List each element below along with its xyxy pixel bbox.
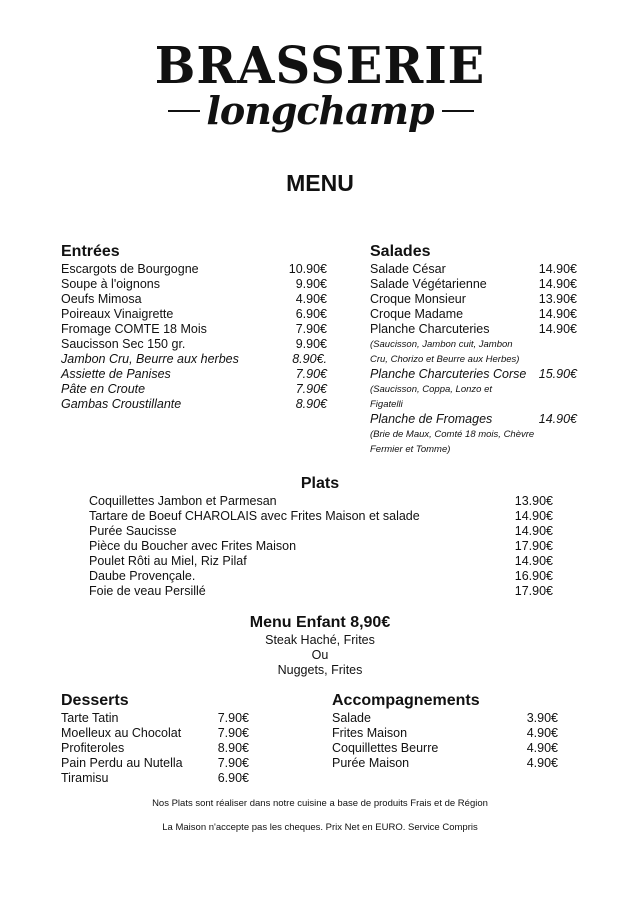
item-price: 9.90€ [295,337,327,351]
menu-item [332,726,558,741]
item-description: Fermier et Tomme) [370,444,451,455]
item-name: Moelleux au Chocolat [61,726,182,740]
item-name: Oeufs Mimosa [61,292,142,306]
menu-item [89,524,553,539]
menu-item [61,322,327,337]
section-entrees [61,243,327,412]
section-desserts [61,692,249,786]
menu-item [61,741,249,756]
menu-item [61,726,249,741]
item-name: Purée Maison [332,756,410,770]
item-price: 7.90€ [295,367,327,381]
item-name: Poireaux Vinaigrette [61,307,174,321]
item-name: Planche de Fromages [370,412,493,426]
logo-subtitle: longchamp [206,88,434,133]
item-price: 6.90€ [295,307,327,321]
section-heading-plats [0,475,640,494]
section-heading: Accompagnements [332,692,480,709]
item-name: Jambon Cru, Beurre aux herbes [61,352,239,366]
menu-item [89,554,553,569]
menu-item [61,771,249,786]
item-name: Daube Provençale. [89,569,196,583]
item-price: 7.90€ [217,726,249,740]
logo-brand: BRASSERIE [154,36,486,96]
menu-item [61,262,327,277]
item-price: 10.90€ [288,262,327,276]
item-name: Poulet Rôti au Miel, Riz Pilaf [89,554,247,568]
menu-item [89,569,553,584]
item-price: 14.90€ [538,322,577,336]
item-name: Tartare de Boeuf CHAROLAIS avec Frites Maison et salade [89,509,420,523]
menu-item [370,322,577,337]
item-name: Assiette de Panises [61,367,171,381]
item-price: 4.90€ [295,292,327,306]
item-price: 17.90€ [514,584,553,598]
menu-item [370,292,577,307]
item-name: Pièce du Boucher avec Frites Maison [89,539,297,553]
menu-item [61,382,327,397]
item-price: 17.90€ [514,539,553,553]
item-name: Salade Végétarienne [370,277,487,291]
item-price: 15.90€ [538,367,577,381]
enfant-line: Nuggets, Frites [277,663,363,677]
item-name: Pâte en Croute [61,382,146,396]
item-name: Salade César [370,262,446,276]
menu-item [61,711,249,726]
item-name: Croque Monsieur [370,292,466,306]
menu-item [61,307,327,322]
enfant-line: Ou [311,648,329,662]
item-name: Frites Maison [332,726,408,740]
item-name: Salade [332,711,371,725]
section-heading: Entrées [61,243,120,260]
item-description: Figatelli [370,399,403,410]
section-heading: Salades [370,243,431,260]
item-name: Coquillettes Beurre [332,741,439,755]
menu-item [61,352,327,367]
item-price: 13.90€ [538,292,577,306]
item-name: Saucisson Sec 150 gr. [61,337,186,351]
item-name: Soupe à l'oignons [61,277,160,291]
menu-item [332,756,558,771]
item-price: 8.90€. [292,352,327,366]
section-menu-enfant [0,614,640,678]
item-price: 8.90€ [217,741,249,755]
item-price: 9.90€ [295,277,327,291]
menu-item [370,262,577,277]
item-name: Pain Perdu au Nutella [61,756,183,770]
item-price: 14.90€ [514,524,553,538]
item-price: 7.90€ [217,756,249,770]
menu-item [332,741,558,756]
item-price: 4.90€ [526,741,558,755]
item-name: Fromage COMTE 18 Mois [61,322,207,336]
menu-item [89,494,553,509]
menu-item [61,397,327,412]
item-price: 13.90€ [514,494,553,508]
item-price: 14.90€ [538,262,577,276]
menu-item [370,412,577,427]
item-price: 8.90€ [295,397,327,411]
item-price: 6.90€ [217,771,249,785]
item-name: Foie de veau Persillé [89,584,206,598]
section-accompagnements [332,692,558,771]
item-description: (Saucisson, Coppa, Lonzo et [370,384,492,395]
item-price: 4.90€ [526,756,558,770]
item-price: 14.90€ [538,412,577,426]
brasserie-logo [0,38,640,148]
menu-item [61,292,327,307]
item-price: 14.90€ [514,509,553,523]
menu-item [61,367,327,382]
item-price: 16.90€ [514,569,553,583]
menu-item [332,711,558,726]
menu-item [89,539,553,554]
item-price: 7.90€ [295,322,327,336]
item-name: Planche Charcuteries [370,322,490,336]
section-salades [370,243,577,457]
item-price: 14.90€ [538,277,577,291]
logo-dash [442,110,474,112]
item-description: (Saucisson, Jambon cuit, Jambon [370,339,513,350]
section-heading: Desserts [61,692,129,709]
menu-item [370,367,577,382]
menu-item [370,277,577,292]
menu-item [89,584,553,599]
item-name: Profiteroles [61,741,125,755]
item-name: Gambas Croustillante [61,397,182,411]
menu-item [89,509,553,524]
item-description: (Brie de Maux, Comté 18 mois, Chèvre [370,429,535,440]
item-name: Croque Madame [370,307,464,321]
item-price: 7.90€ [217,711,249,725]
item-price: 7.90€ [295,382,327,396]
item-name: Tiramisu [61,771,109,785]
item-price: 3.90€ [526,711,558,725]
enfant-line: Steak Haché, Frites [265,633,375,647]
section-heading: Menu Enfant 8,90€ [249,614,391,631]
menu-item [61,337,327,352]
footer-note: Nos Plats sont réaliser dans notre cuisine a base de produits Frais et de Région [152,798,488,809]
item-name: Coquillettes Jambon et Parmesan [89,494,277,508]
page-title: MENU [286,170,354,196]
item-price: 4.90€ [526,726,558,740]
item-name: Escargots de Bourgogne [61,262,199,276]
item-price: 14.90€ [514,554,553,568]
section-heading: Plats [300,475,340,492]
item-name: Planche Charcuteries Corse [370,367,527,381]
section-plats [89,494,553,599]
item-name: Tarte Tatin [61,711,119,725]
menu-item [61,756,249,771]
menu-item [370,307,577,322]
footer-note: La Maison n'accepte pas les cheques. Prix Net en EURO. Service Compris [162,822,478,833]
item-description: Cru, Chorizo et Beurre aux Herbes) [370,354,520,365]
menu-item [61,277,327,292]
item-price: 14.90€ [538,307,577,321]
item-name: Purée Saucisse [89,524,177,538]
